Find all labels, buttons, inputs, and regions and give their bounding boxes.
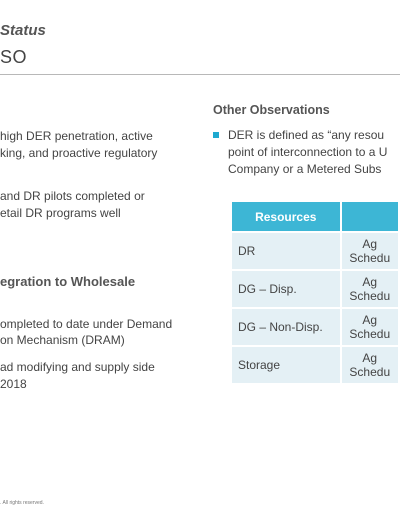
table-row — [232, 270, 399, 308]
left-text-line: etail DR programs well — [0, 206, 121, 220]
left-text-line: 2018 — [0, 377, 27, 391]
resources-table — [232, 202, 400, 383]
value-line: Ag — [362, 275, 378, 289]
table-row — [232, 232, 399, 270]
table-row — [232, 346, 399, 383]
second-column-header — [341, 202, 399, 232]
bullet-text-line: point of interconnection to a U — [228, 145, 388, 159]
left-text-line: and DR pilots completed or — [0, 189, 145, 203]
copyright-footer: . All rights reserved. — [0, 500, 44, 506]
value-line: Schedu — [349, 327, 391, 341]
header-divider — [0, 74, 400, 75]
table-row — [232, 308, 399, 346]
value-line: Ag — [362, 313, 378, 327]
value-line: Schedu — [349, 289, 391, 303]
resources-column-header: Resources — [232, 202, 341, 232]
resource-cell: DG – Non-Disp. — [232, 308, 341, 346]
resource-cell: DG – Disp. — [232, 270, 341, 308]
bullet-text-line: Company or a Metered Subs — [228, 162, 382, 176]
other-observations-heading: Other Observations — [213, 103, 330, 117]
value-cell — [341, 346, 399, 383]
slide-subtitle-fragment: SO — [0, 47, 28, 67]
value-line: Schedu — [349, 365, 391, 379]
left-section-heading: egration to Wholesale — [0, 274, 136, 289]
slide-title-fragment: Status — [0, 22, 46, 39]
bullet-text-line: DER is defined as “any resou — [228, 128, 385, 142]
left-text-line: king, and proactive regulatory — [0, 146, 158, 160]
value-line: Ag — [362, 351, 378, 365]
resource-cell: DR — [232, 232, 341, 270]
resource-cell: Storage — [232, 346, 341, 383]
value-cell — [341, 308, 399, 346]
left-text-line: high DER penetration, active — [0, 129, 153, 143]
value-cell — [341, 270, 399, 308]
left-text-line: ad modifying and supply side — [0, 360, 155, 374]
value-cell — [341, 232, 399, 270]
left-text-line: ompleted to date under Demand — [0, 317, 173, 331]
bullet-square-icon — [213, 132, 219, 138]
left-text-line: on Mechanism (DRAM) — [0, 333, 125, 347]
table-header-row — [232, 202, 399, 232]
value-line: Ag — [362, 237, 378, 251]
value-line: Schedu — [349, 251, 391, 265]
